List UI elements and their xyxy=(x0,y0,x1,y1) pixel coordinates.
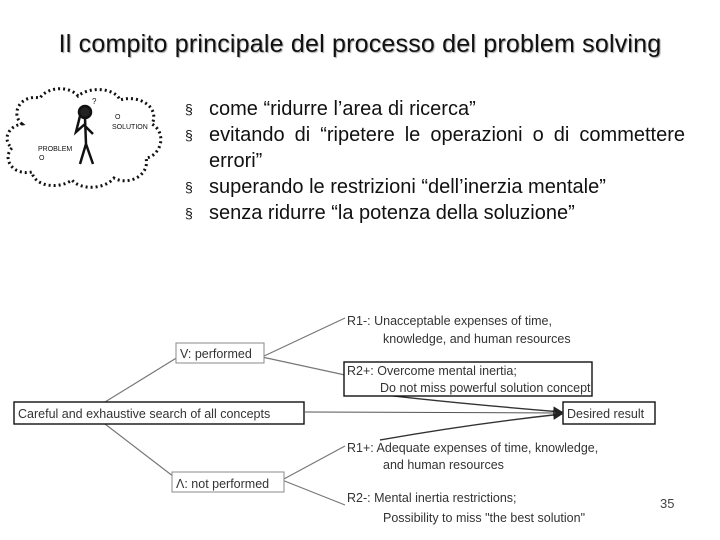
thought-cloud-outline xyxy=(7,89,161,188)
bullet-marker: § xyxy=(185,179,193,195)
thinking-person-icon xyxy=(76,106,93,164)
question-mark: ? xyxy=(92,97,97,106)
solution-label: SOLUTION xyxy=(112,124,148,131)
bullet-list xyxy=(185,96,685,226)
r1-minus-line1: R1-: Unacceptable expenses of time, xyxy=(347,314,552,328)
r1-plus-line1: R1+: Adequate expenses of time, knowledge, xyxy=(347,441,599,455)
r1-minus-line2: knowledge, and human resources xyxy=(383,332,571,346)
r2-plus-line2: Do not miss powerful solution concept xyxy=(380,381,591,395)
problem-solution-cloud-illustration xyxy=(0,84,170,192)
r2-plus-line1: R2+: Overcome mental inertia; xyxy=(347,364,517,378)
bullet-marker: § xyxy=(185,101,193,117)
root-label: Careful and exhaustive search of all concepts xyxy=(18,407,271,421)
bullet-item: § evitando di “ripetere le operazioni o di commettere errori” xyxy=(185,124,685,172)
problem-marker: O xyxy=(39,155,45,162)
performed-label: V: performed xyxy=(180,347,252,361)
r2-minus-line1: R2-: Mental inertia restrictions; xyxy=(347,491,517,505)
r1-plus-line2: and human resources xyxy=(383,458,504,472)
solution-marker: O xyxy=(115,114,121,121)
r2-minus-line2: Possibility to miss "the best solution" xyxy=(383,511,586,525)
bullet-item: § come “ridurre l’area di ricerca” xyxy=(185,98,476,120)
bullet-marker: § xyxy=(185,205,193,221)
bullet-marker: § xyxy=(185,127,193,143)
not-performed-label: Λ: not performed xyxy=(176,477,270,491)
page-number: 35 xyxy=(660,496,675,511)
decision-tree-diagram xyxy=(0,300,720,540)
slide-title: Il compito principale del processo del problem solving xyxy=(58,30,662,58)
problem-label: PROBLEM xyxy=(38,146,73,153)
bullet-item: § superando le restrizioni “dell’inerzia mentale” xyxy=(185,176,606,198)
desired-result-label: Desired result xyxy=(567,407,645,421)
arrows-to-desired-result xyxy=(305,392,562,440)
bullet-item: § senza ridurre “la potenza della soluzione” xyxy=(185,202,575,224)
